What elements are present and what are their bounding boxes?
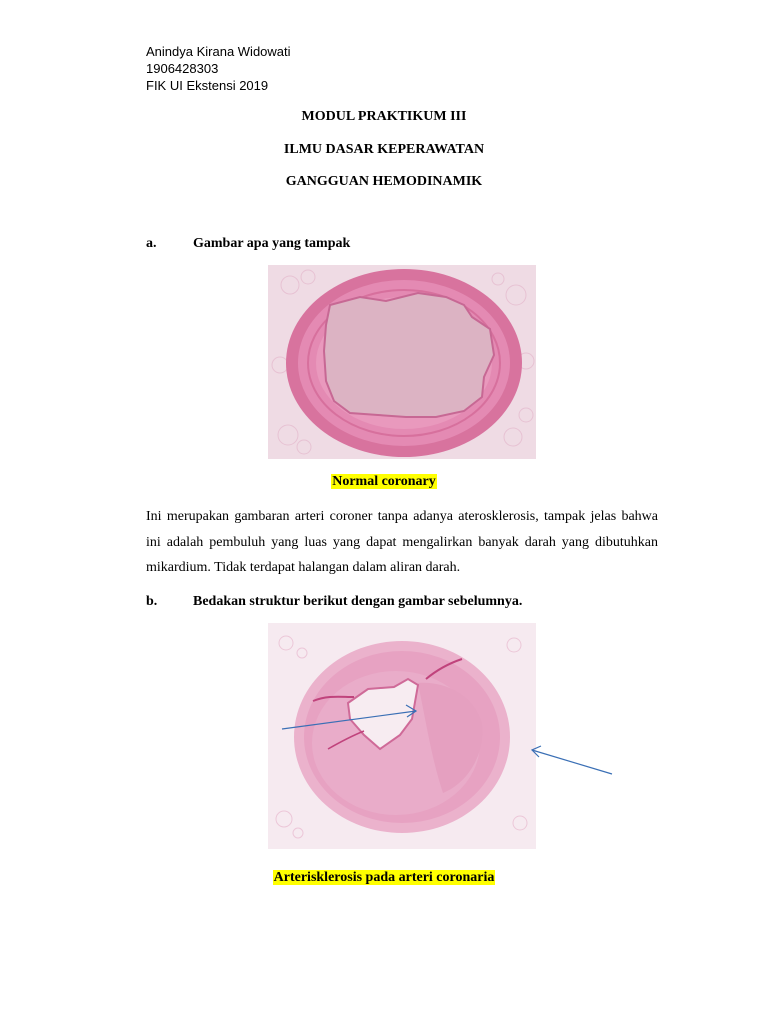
caption-a-text: Normal coronary: [332, 474, 436, 489]
author-faculty: FIK UI Ekstensi 2019: [146, 78, 269, 93]
caption-b: [0, 870, 768, 886]
title-topic: GANGGUAN HEMODINAMIK: [285, 174, 483, 189]
author-name: Anindya Kirana Widowati: [146, 44, 291, 59]
title-course: ILMU DASAR KEPERAWATAN: [283, 142, 485, 157]
atherosclerosis-image: [268, 623, 536, 849]
title-module: MODUL PRAKTIKUM III: [301, 109, 467, 124]
caption-a: [0, 474, 768, 490]
question-a: [146, 236, 350, 252]
question-a-text: Gambar apa yang tampak: [193, 236, 351, 251]
question-b-text: Bedakan struktur berikut dengan gambar sebelumnya.: [193, 594, 523, 609]
question-b-number: b.: [146, 594, 158, 609]
normal-coronary-image: [268, 265, 536, 459]
caption-b-text: Arterisklerosis pada arteri coronaria: [273, 870, 495, 885]
paragraph-a: Ini merupakan gambaran arteri coroner tanpa adanya aterosklerosis, tampak jelas bahwa ini adalah pembuluh yang luas yang dapat mengalirkan banyak darah yang dibutuhkan mikardium. Tidak terdapat halangan dalam aliran darah.: [146, 509, 658, 575]
question-b: [146, 594, 522, 610]
pointer-arrow-icon: [526, 742, 616, 778]
author-id: 1906428303: [146, 61, 219, 76]
author-block: [146, 43, 291, 94]
question-a-number: a.: [146, 236, 157, 251]
